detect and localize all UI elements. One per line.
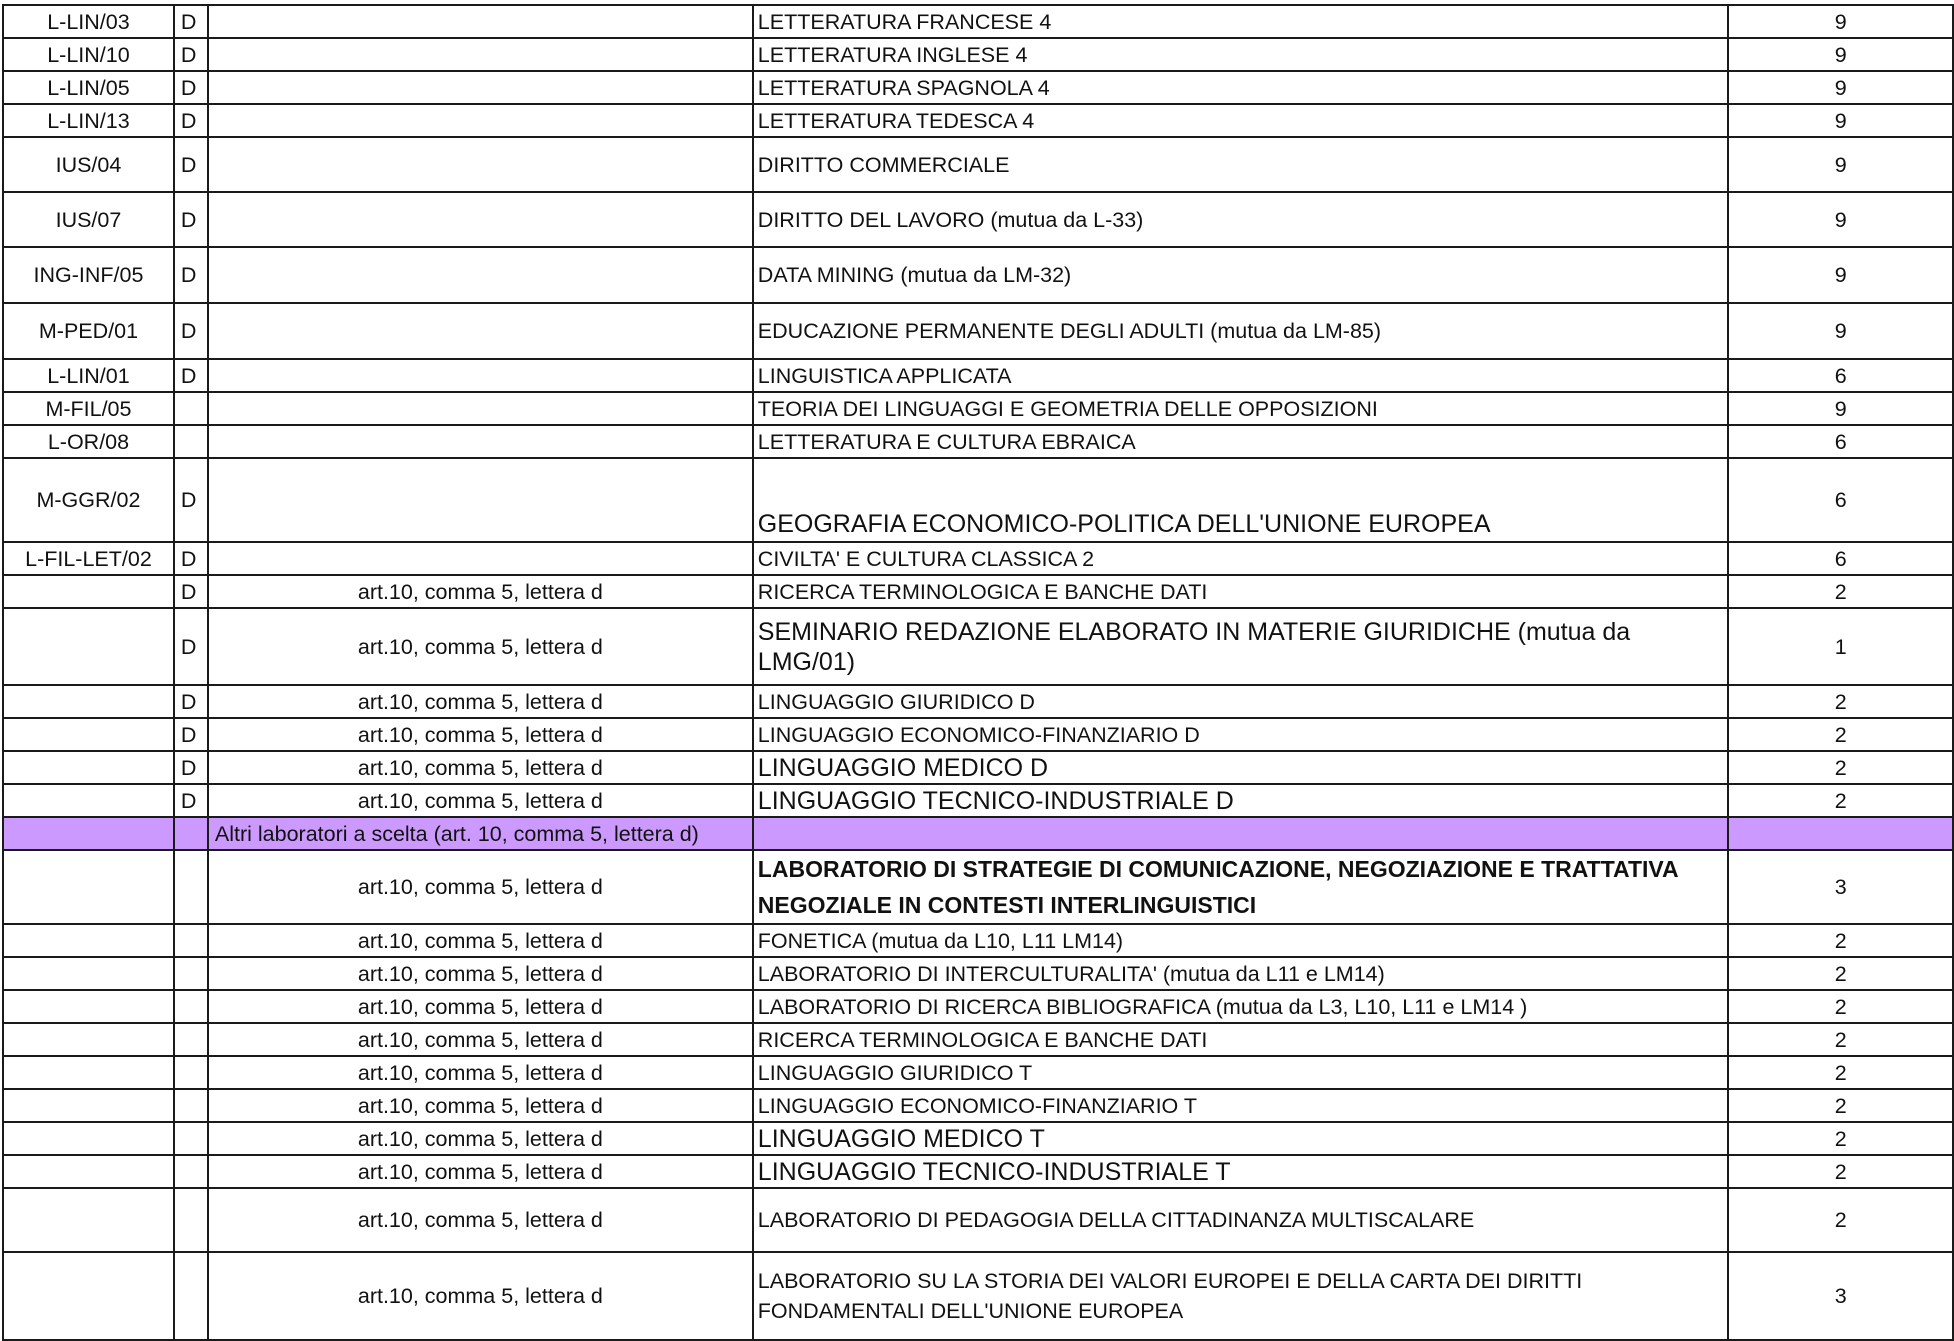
table-row (3, 685, 1953, 718)
credits-cell: 9 (1728, 5, 1953, 38)
credits-cell: 6 (1728, 458, 1953, 542)
course-name-cell (753, 817, 1729, 850)
ssd-code-cell: ING-INF/05 (3, 247, 174, 303)
course-name-cell: LINGUAGGIO GIURIDICO D (753, 685, 1729, 718)
ssd-code-cell (3, 1252, 174, 1340)
course-name-cell: LETTERATURA SPAGNOLA 4 (753, 71, 1729, 104)
course-name-cell: LETTERATURA TEDESCA 4 (753, 104, 1729, 137)
course-name-cell: LETTERATURA E CULTURA EBRAICA (753, 425, 1729, 458)
ssd-code-cell: M-GGR/02 (3, 458, 174, 542)
course-name-cell: LINGUAGGIO ECONOMICO-FINANZIARIO D (753, 718, 1729, 751)
credits-cell: 9 (1728, 303, 1953, 359)
credits-cell: 9 (1728, 71, 1953, 104)
regulation-reference-cell: art.10, comma 5, lettera d (208, 784, 753, 817)
table-row (3, 784, 1953, 817)
course-name-cell: GEOGRAFIA ECONOMICO-POLITICA DELL'UNIONE EUROPEA (753, 458, 1729, 542)
ssd-code-cell: L-OR/08 (3, 425, 174, 458)
ssd-code-cell: L-LIN/10 (3, 38, 174, 71)
activity-type-cell: D (174, 608, 208, 685)
table-row (3, 71, 1953, 104)
course-name-cell: LABORATORIO DI INTERCULTURALITA' (mutua da L11 e LM14) (753, 957, 1729, 990)
regulation-reference-cell: art.10, comma 5, lettera d (208, 1122, 753, 1155)
credits-cell: 9 (1728, 392, 1953, 425)
regulation-reference-cell (208, 425, 753, 458)
regulation-reference-cell (208, 71, 753, 104)
course-name-cell: LINGUAGGIO GIURIDICO T (753, 1056, 1729, 1089)
table-row (3, 392, 1953, 425)
regulation-reference-cell: art.10, comma 5, lettera d (208, 575, 753, 608)
ssd-code-cell (3, 1056, 174, 1089)
course-name-cell: RICERCA TERMINOLOGICA E BANCHE DATI (753, 575, 1729, 608)
regulation-reference-cell: art.10, comma 5, lettera d (208, 1023, 753, 1056)
table-row (3, 575, 1953, 608)
ssd-code-cell (3, 1155, 174, 1188)
ssd-code-cell: L-LIN/01 (3, 359, 174, 392)
activity-type-cell: D (174, 359, 208, 392)
regulation-reference-cell (208, 5, 753, 38)
credits-cell: 2 (1728, 990, 1953, 1023)
activity-type-cell: D (174, 5, 208, 38)
regulation-reference-cell: art.10, comma 5, lettera d (208, 1252, 753, 1340)
credits-cell: 2 (1728, 1023, 1953, 1056)
activity-type-cell (174, 850, 208, 924)
ssd-code-cell (3, 784, 174, 817)
credits-cell: 9 (1728, 192, 1953, 247)
table-row (3, 1023, 1953, 1056)
table-row (3, 1056, 1953, 1089)
credits-cell: 6 (1728, 542, 1953, 575)
regulation-reference-cell (208, 192, 753, 247)
ssd-code-cell (3, 608, 174, 685)
course-name-cell: LINGUISTICA APPLICATA (753, 359, 1729, 392)
activity-type-cell: D (174, 458, 208, 542)
activity-type-cell: D (174, 303, 208, 359)
credits-cell: 2 (1728, 1089, 1953, 1122)
table-row (3, 924, 1953, 957)
activity-type-cell (174, 392, 208, 425)
credits-cell: 3 (1728, 850, 1953, 924)
ssd-code-cell (3, 718, 174, 751)
course-name-cell: SEMINARIO REDAZIONE ELABORATO IN MATERIE GIURIDICHE (mutua da LMG/01) (753, 608, 1729, 685)
course-name-cell: TEORIA DEI LINGUAGGI E GEOMETRIA DELLE OPPOSIZIONI (753, 392, 1729, 425)
regulation-reference-cell: Altri laboratori a scelta (art. 10, comma 5, lettera d) (208, 817, 753, 850)
course-name-cell: LINGUAGGIO ECONOMICO-FINANZIARIO T (753, 1089, 1729, 1122)
credits-cell: 6 (1728, 425, 1953, 458)
activity-type-cell: D (174, 38, 208, 71)
credits-cell (1728, 817, 1953, 850)
activity-type-cell (174, 957, 208, 990)
ssd-code-cell: M-FIL/05 (3, 392, 174, 425)
table-row (3, 192, 1953, 247)
regulation-reference-cell: art.10, comma 5, lettera d (208, 751, 753, 784)
ssd-code-cell (3, 575, 174, 608)
regulation-reference-cell (208, 542, 753, 575)
regulation-reference-cell (208, 104, 753, 137)
table-row (3, 137, 1953, 192)
course-name-cell: LABORATORIO DI RICERCA BIBLIOGRAFICA (mutua da L3, L10, L11 e LM14 ) (753, 990, 1729, 1023)
activity-type-cell (174, 1155, 208, 1188)
activity-type-cell (174, 1252, 208, 1340)
ssd-code-cell: M-PED/01 (3, 303, 174, 359)
table-row (3, 850, 1953, 924)
table-row (3, 990, 1953, 1023)
regulation-reference-cell (208, 359, 753, 392)
regulation-reference-cell: art.10, comma 5, lettera d (208, 957, 753, 990)
table-row (3, 608, 1953, 685)
regulation-reference-cell (208, 392, 753, 425)
curriculum-table-body (3, 5, 1953, 1340)
regulation-reference-cell: art.10, comma 5, lettera d (208, 685, 753, 718)
ssd-code-cell: L-LIN/03 (3, 5, 174, 38)
credits-cell: 9 (1728, 104, 1953, 137)
regulation-reference-cell: art.10, comma 5, lettera d (208, 850, 753, 924)
table-row (3, 38, 1953, 71)
regulation-reference-cell (208, 247, 753, 303)
table-row (3, 1089, 1953, 1122)
section-header-row (3, 817, 1953, 850)
regulation-reference-cell: art.10, comma 5, lettera d (208, 1056, 753, 1089)
activity-type-cell: D (174, 751, 208, 784)
table-row (3, 718, 1953, 751)
table-row (3, 957, 1953, 990)
activity-type-cell: D (174, 718, 208, 751)
course-name-cell: FONETICA (mutua da L10, L11 LM14) (753, 924, 1729, 957)
activity-type-cell: D (174, 685, 208, 718)
course-name-cell: DIRITTO COMMERCIALE (753, 137, 1729, 192)
activity-type-cell: D (174, 247, 208, 303)
credits-cell: 9 (1728, 247, 1953, 303)
activity-type-cell (174, 1122, 208, 1155)
table-row (3, 458, 1953, 542)
credits-cell: 9 (1728, 137, 1953, 192)
regulation-reference-cell: art.10, comma 5, lettera d (208, 990, 753, 1023)
regulation-reference-cell (208, 137, 753, 192)
table-row (3, 303, 1953, 359)
credits-cell: 2 (1728, 1122, 1953, 1155)
activity-type-cell: D (174, 575, 208, 608)
activity-type-cell: D (174, 137, 208, 192)
course-name-cell: LINGUAGGIO TECNICO-INDUSTRIALE D (753, 784, 1729, 817)
activity-type-cell: D (174, 71, 208, 104)
course-name-cell: LETTERATURA INGLESE 4 (753, 38, 1729, 71)
table-row (3, 542, 1953, 575)
course-name-cell: DIRITTO DEL LAVORO (mutua da L-33) (753, 192, 1729, 247)
table-row (3, 1252, 1953, 1340)
credits-cell: 2 (1728, 751, 1953, 784)
ssd-code-cell (3, 685, 174, 718)
credits-cell: 2 (1728, 784, 1953, 817)
course-name-cell: DATA MINING (mutua da LM-32) (753, 247, 1729, 303)
activity-type-cell (174, 1023, 208, 1056)
regulation-reference-cell: art.10, comma 5, lettera d (208, 924, 753, 957)
ssd-code-cell: L-LIN/13 (3, 104, 174, 137)
course-name-cell: LABORATORIO SU LA STORIA DEI VALORI EUROPEI E DELLA CARTA DEI DIRITTI FONDAMENTALI DELL'UNIONE EUROPEA (753, 1252, 1729, 1340)
regulation-reference-cell: art.10, comma 5, lettera d (208, 1089, 753, 1122)
course-name-cell: LINGUAGGIO MEDICO T (753, 1122, 1729, 1155)
course-name-cell: LINGUAGGIO MEDICO D (753, 751, 1729, 784)
activity-type-cell: D (174, 192, 208, 247)
ssd-code-cell (3, 924, 174, 957)
activity-type-cell: D (174, 104, 208, 137)
credits-cell: 2 (1728, 575, 1953, 608)
credits-cell: 2 (1728, 685, 1953, 718)
activity-type-cell (174, 817, 208, 850)
table-row (3, 5, 1953, 38)
ssd-code-cell: L-LIN/05 (3, 71, 174, 104)
course-name-cell: LABORATORIO DI STRATEGIE DI COMUNICAZIONE, NEGOZIAZIONE E TRATTATIVA NEGOZIALE IN CONTESTI INTERLINGUISTICI (753, 850, 1729, 924)
table-row (3, 359, 1953, 392)
credits-cell: 9 (1728, 38, 1953, 71)
activity-type-cell: D (174, 542, 208, 575)
ssd-code-cell (3, 1089, 174, 1122)
credits-cell: 1 (1728, 608, 1953, 685)
course-name-cell: LINGUAGGIO TECNICO-INDUSTRIALE T (753, 1155, 1729, 1188)
ssd-code-cell: IUS/07 (3, 192, 174, 247)
activity-type-cell: D (174, 784, 208, 817)
regulation-reference-cell: art.10, comma 5, lettera d (208, 718, 753, 751)
ssd-code-cell (3, 1122, 174, 1155)
ssd-code-cell (3, 957, 174, 990)
credits-cell: 2 (1728, 1056, 1953, 1089)
ssd-code-cell: IUS/04 (3, 137, 174, 192)
table-row (3, 104, 1953, 137)
activity-type-cell (174, 1188, 208, 1252)
course-name-cell: LABORATORIO DI PEDAGOGIA DELLA CITTADINANZA MULTISCALARE (753, 1188, 1729, 1252)
regulation-reference-cell (208, 303, 753, 359)
activity-type-cell (174, 1056, 208, 1089)
curriculum-table (2, 4, 1954, 1341)
ssd-code-cell (3, 1023, 174, 1056)
credits-cell: 2 (1728, 957, 1953, 990)
ssd-code-cell (3, 850, 174, 924)
regulation-reference-cell: art.10, comma 5, lettera d (208, 1155, 753, 1188)
regulation-reference-cell: art.10, comma 5, lettera d (208, 1188, 753, 1252)
table-row (3, 1122, 1953, 1155)
course-name-cell: LETTERATURA FRANCESE 4 (753, 5, 1729, 38)
table-row (3, 751, 1953, 784)
table-row (3, 247, 1953, 303)
activity-type-cell (174, 1089, 208, 1122)
credits-cell: 2 (1728, 924, 1953, 957)
credits-cell: 2 (1728, 718, 1953, 751)
course-name-cell: CIVILTA' E CULTURA CLASSICA 2 (753, 542, 1729, 575)
activity-type-cell (174, 425, 208, 458)
activity-type-cell (174, 924, 208, 957)
credits-cell: 2 (1728, 1188, 1953, 1252)
ssd-code-cell (3, 751, 174, 784)
ssd-code-cell (3, 817, 174, 850)
ssd-code-cell (3, 990, 174, 1023)
regulation-reference-cell (208, 458, 753, 542)
table-row (3, 1188, 1953, 1252)
table-row (3, 425, 1953, 458)
credits-cell: 2 (1728, 1155, 1953, 1188)
activity-type-cell (174, 990, 208, 1023)
ssd-code-cell (3, 1188, 174, 1252)
regulation-reference-cell: art.10, comma 5, lettera d (208, 608, 753, 685)
ssd-code-cell: L-FIL-LET/02 (3, 542, 174, 575)
credits-cell: 3 (1728, 1252, 1953, 1340)
regulation-reference-cell (208, 38, 753, 71)
course-name-cell: RICERCA TERMINOLOGICA E BANCHE DATI (753, 1023, 1729, 1056)
credits-cell: 6 (1728, 359, 1953, 392)
course-name-cell: EDUCAZIONE PERMANENTE DEGLI ADULTI (mutua da LM-85) (753, 303, 1729, 359)
table-row (3, 1155, 1953, 1188)
